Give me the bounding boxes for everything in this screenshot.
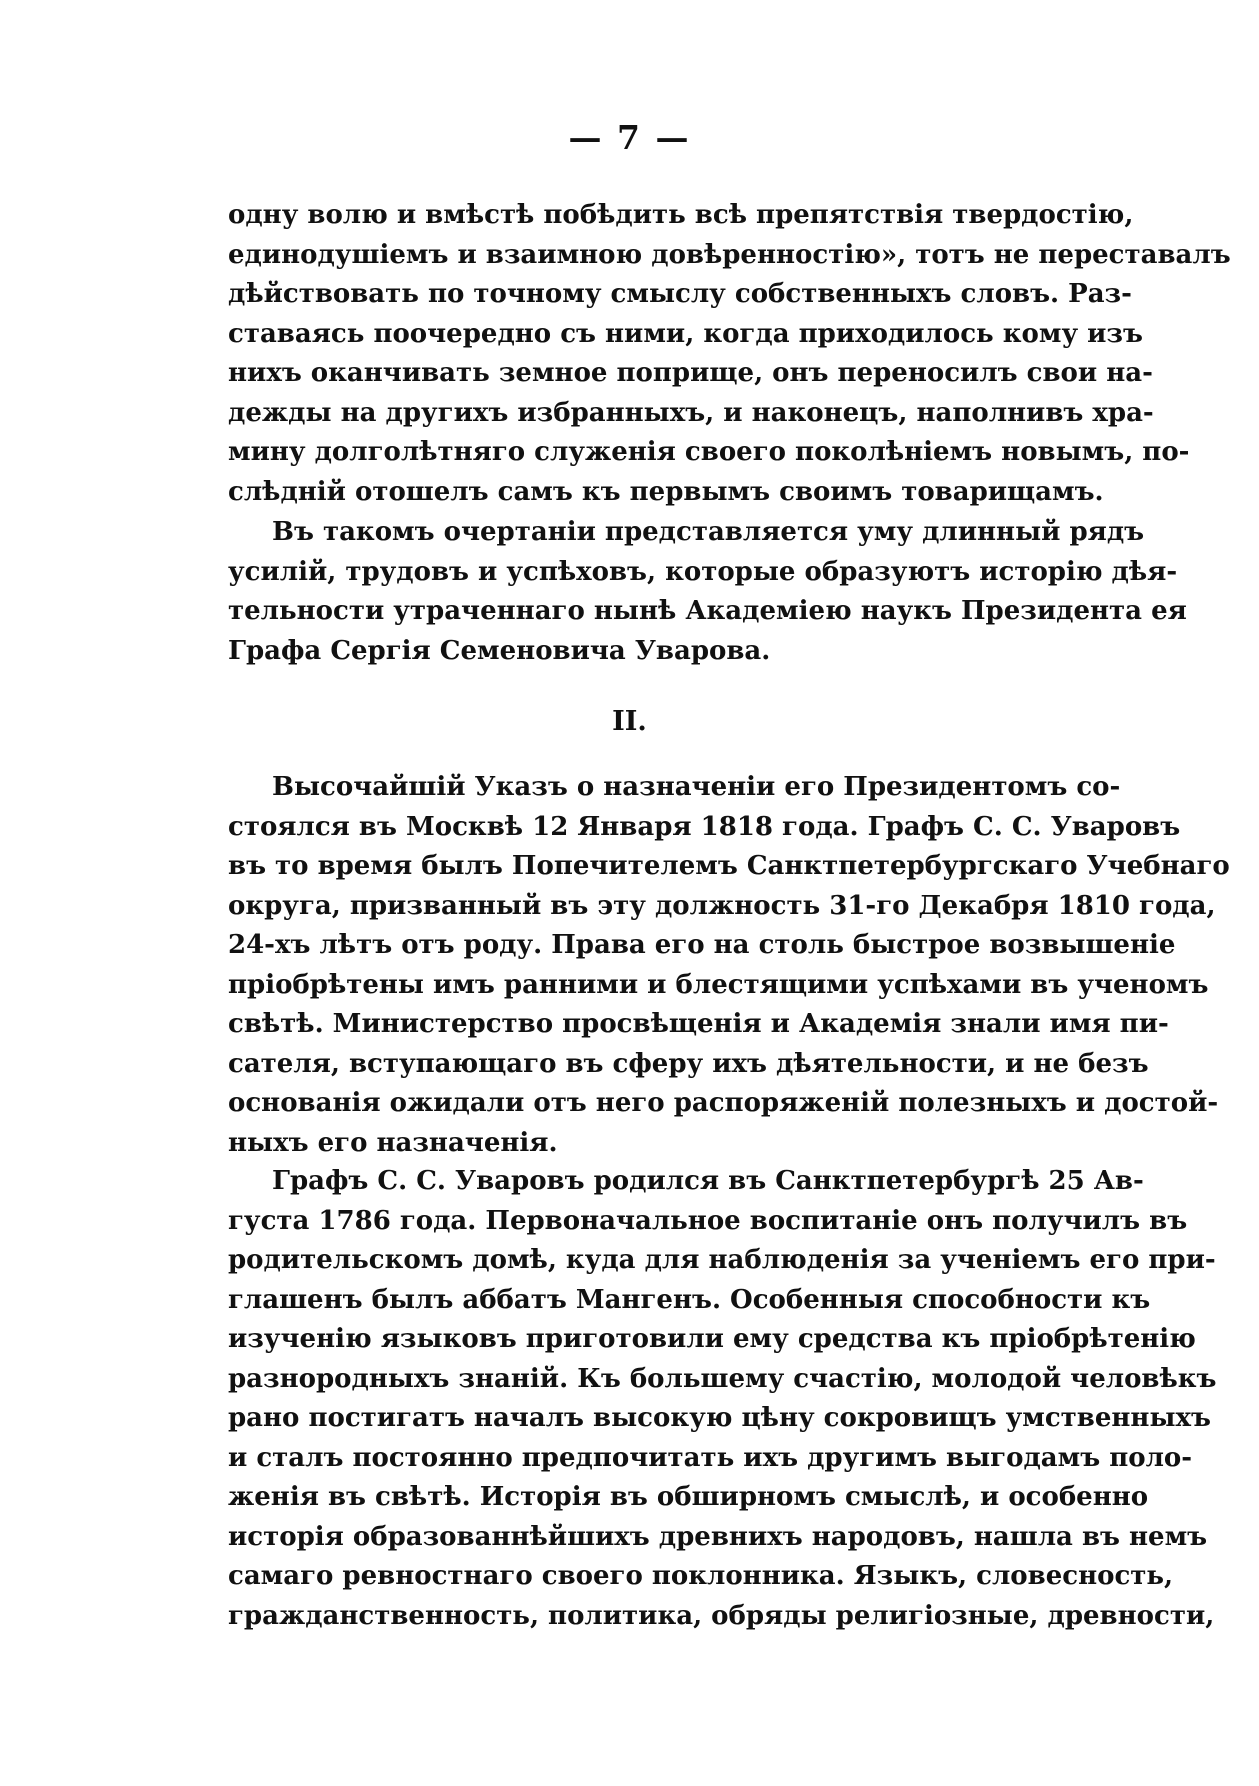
paragraph-4 xyxy=(228,1162,1217,1636)
paragraph-1 xyxy=(228,196,1231,512)
text-line: женія въ свѣтѣ. Исторія въ обширномъ смыслѣ, и особенно xyxy=(228,1482,1149,1512)
text-line: Высочайшій Указъ о назначеніи его Президентомъ со- xyxy=(272,772,1121,802)
text-line: ныхъ его назначенія. xyxy=(228,1127,558,1158)
text-line: разнородныхъ знаній. Къ большему счастію, молодой человѣкъ xyxy=(228,1363,1217,1394)
text-line: исторія образованнѣйшихъ древнихъ народовъ, нашла въ немъ xyxy=(228,1521,1208,1552)
text-line: тельности утраченнаго нынѣ Академіею наукъ Президента ея xyxy=(228,596,1187,626)
text-line: и сталъ постоянно предпочитать ихъ другимъ выгодамъ поло- xyxy=(228,1442,1193,1473)
text-line: нихъ оканчивать земное поприще, онъ переносилъ свои на- xyxy=(228,358,1153,388)
text-line: изученію языковъ приготовили ему средства къ пріобрѣтенію xyxy=(228,1324,1196,1354)
paragraph-2 xyxy=(228,513,1187,671)
text-line: родительскомъ домѣ, куда для наблюденія за ученіемъ его при- xyxy=(228,1245,1216,1275)
text-line: дежды на другихъ избранныхъ, и наконецъ, наполнивъ хра- xyxy=(228,397,1154,428)
text-line: въ то время былъ Попечителемъ Санктпетербургскаго Учебнаго xyxy=(228,851,1230,881)
text-line: ставаясь поочередно съ ними, когда приходилось кому изъ xyxy=(228,318,1143,349)
text-line: стоялся въ Москвѣ 12 Января 1818 года. Графъ С. С. Уваровъ xyxy=(228,811,1181,842)
text-line: основанія ожидали отъ него распоряженій полезныхъ и достой- xyxy=(228,1088,1219,1118)
text-line: самаго ревностнаго своего поклонника. Языкъ, словесность, xyxy=(228,1561,1174,1591)
text-line: Въ такомъ очертаніи представляется уму длинный рядъ xyxy=(272,517,1145,547)
paragraph-3 xyxy=(228,768,1230,1163)
text-line: Графъ С. С. Уваровъ родился въ Санктпетербургѣ 25 Ав- xyxy=(272,1166,1144,1196)
section-heading: II. xyxy=(612,706,647,737)
text-line: Графа Сергія Семеновича Уварова. xyxy=(228,635,771,666)
text-line: густа 1786 года. Первоначальное воспитаніе онъ получилъ въ xyxy=(228,1205,1188,1236)
page-number: — 7 — xyxy=(568,118,691,157)
text-line: 24-хъ лѣтъ отъ роду. Права его на столь быстрое возвышеніе xyxy=(228,930,1176,960)
text-line: единодушіемъ и взаимною довѣренностію», тотъ не переставалъ xyxy=(228,239,1231,270)
text-line: свѣтѣ. Министерство просвѣщенія и Академія знали имя пи- xyxy=(228,1009,1169,1039)
text-line: рано постигатъ началъ высокую цѣну сокровищъ умственныхъ xyxy=(228,1403,1211,1433)
text-line: сателя, вступающаго въ сферу ихъ дѣятельности, и не безъ xyxy=(228,1048,1149,1079)
text-line: одну волю и вмѣстѣ побѣдить всѣ препятствія твердостію, xyxy=(228,200,1134,230)
text-line: пріобрѣтены имъ ранними и блестящими успѣхами въ ученомъ xyxy=(228,969,1209,1000)
text-line: усилій, трудовъ и успѣховъ, которые образуютъ исторію дѣя- xyxy=(228,556,1178,587)
text-line: глашенъ былъ аббатъ Мангенъ. Особенныя способности къ xyxy=(228,1284,1151,1315)
text-line: мину долголѣтняго служенія своего поколѣніемъ новымъ, по- xyxy=(228,437,1190,467)
text-line: дѣйствовать по точному смыслу собственныхъ словъ. Раз- xyxy=(228,279,1132,309)
text-line: слѣдній отошелъ самъ къ первымъ своимъ товарищамъ. xyxy=(228,476,1104,507)
text-line: гражданственность, политика, обряды религіозные, древности, xyxy=(228,1600,1215,1631)
text-line: округа, призванный въ эту должность 31-го Декабря 1810 года, xyxy=(228,890,1216,921)
